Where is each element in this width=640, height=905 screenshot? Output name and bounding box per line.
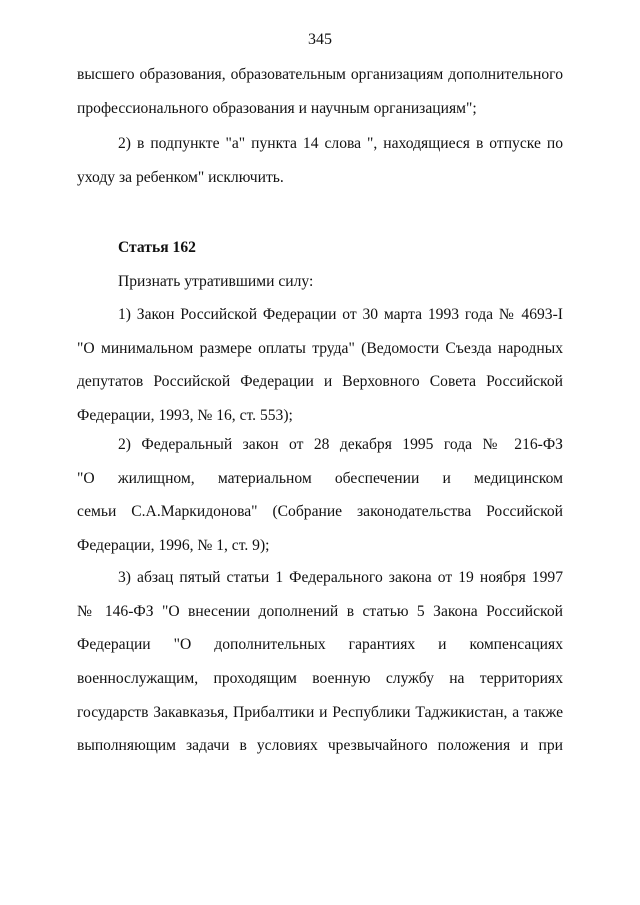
paragraph-item-2 [77,127,563,194]
article-title: Статья 162 [118,239,196,256]
text-line: 2) Федеральный закон от 28 декабря 1995 года № 216-ФЗ [118,436,563,453]
text-line: 1) Закон Российской Федерации от 30 марта 1993 года № 4693-I [118,306,563,323]
text-line: Признать утратившими силу: [118,273,314,290]
text-line: государств Закавказья, Прибалтики и Республики Таджикистан, а также [77,703,563,721]
paragraph-continuation [77,58,563,125]
text-line: "О жилищном, материальном обеспечении и медицинском [77,469,563,487]
text-line: Федерации, 1996, № 1, ст. 9); [77,537,270,555]
paragraph-intro [77,265,563,299]
article-heading [77,231,563,265]
paragraph-item-2b [77,428,563,563]
text-line: депутатов Российской Федерации и Верховного Совета Российской [77,373,563,391]
page-number: 345 [308,31,332,48]
text-line: выполняющим задачи в условиях чрезвычайного положения и при [77,737,563,755]
text-line: уходу за ребенком" исключить. [77,168,284,186]
text-line: "О минимальном размере оплаты труда" (Ведомости Съезда народных [77,339,563,357]
text-line: Федерации "О дополнительных гарантиях и компенсациях [77,636,563,654]
text-line: 3) абзац пятый статьи 1 Федерального закона от 19 ноября 1997 [118,569,563,586]
text-line: высшего образования, образовательным организациям дополнительного [77,66,563,83]
text-line: Федерации, 1993, № 16, ст. 553); [77,407,293,425]
text-line: № 146-ФЗ "О внесении дополнений в статью 5 Закона Российской [77,602,563,620]
text-line: 2) в подпункте "а" пункта 14 слова ", находящиеся в отпуске по [118,135,563,152]
text-line: профессионального образования и научным организациям"; [77,99,477,117]
paragraph-item-1 [77,298,563,433]
paragraph-item-3 [77,561,563,763]
text-line: семьи С.А.Маркидонова" (Собрание законодательства Российской [77,503,563,521]
text-line: военнослужащим, проходящим военную службу на территориях [77,670,563,688]
